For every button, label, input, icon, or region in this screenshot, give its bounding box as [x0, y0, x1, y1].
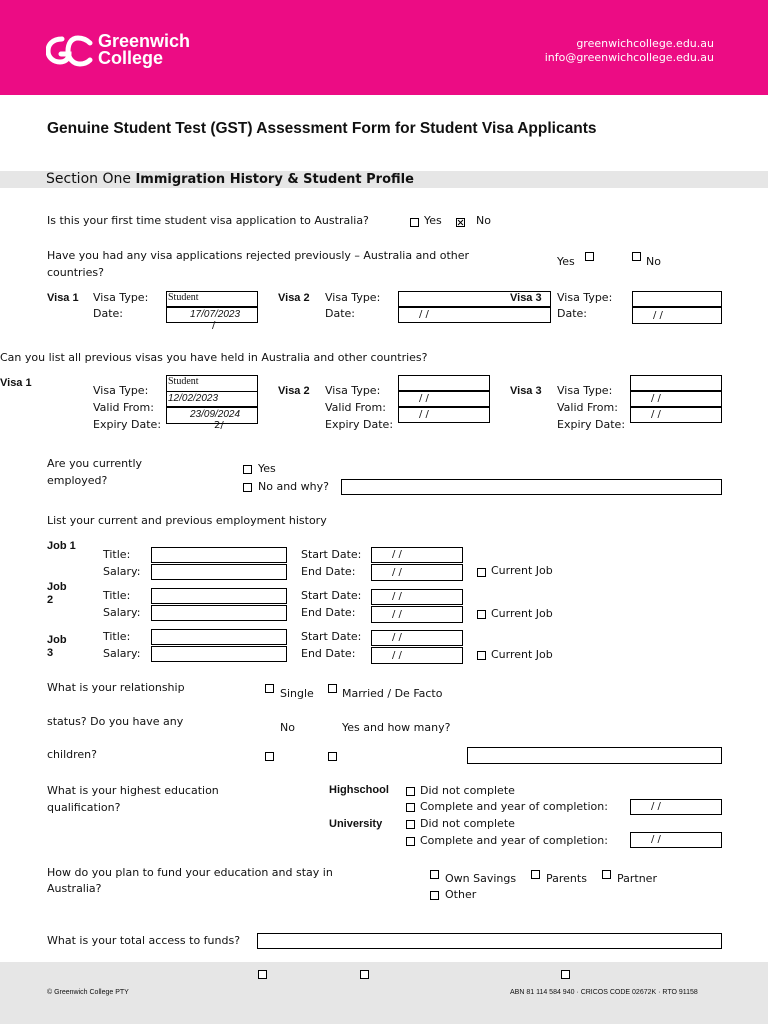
held-visa3-type-field[interactable]: [630, 375, 722, 391]
page-footer: [0, 962, 768, 1024]
job2-end-label: End Date:: [301, 606, 356, 619]
job3-start-placeholder: / /: [392, 632, 402, 643]
q2-no-checkbox[interactable]: [632, 252, 641, 261]
job3-label-b: 3: [47, 647, 54, 659]
job1-start-label: Start Date:: [301, 548, 362, 561]
rejected-visa2-date-placeholder: / /: [419, 309, 429, 320]
relationship-line1: What is your relationship: [47, 681, 185, 694]
held-visa2-type-field[interactable]: [398, 375, 490, 391]
job3-current-checkbox[interactable]: [477, 651, 486, 660]
rejected-visa3-date-placeholder: / /: [653, 310, 663, 321]
held-visa1-type-label: Visa Type:: [93, 384, 149, 397]
section-name: Immigration History & Student Profile: [135, 172, 414, 187]
q2-question-line2: countries?: [47, 266, 104, 279]
held-visa2-expiry-placeholder: / /: [419, 409, 429, 420]
job3-end-placeholder: / /: [392, 650, 402, 661]
children-yes-checkbox[interactable]: [328, 752, 337, 761]
job3-current-label: Current Job: [491, 648, 553, 661]
university-year-field[interactable]: [630, 832, 722, 848]
held-visa3-valid-placeholder: / /: [651, 393, 661, 404]
held-visa2-valid-placeholder: / /: [419, 393, 429, 404]
job1-start-placeholder: / /: [392, 549, 402, 560]
held-visa1-type-field[interactable]: [166, 375, 258, 392]
job3-end-label: End Date:: [301, 647, 356, 660]
job3-start-label: Start Date:: [301, 630, 362, 643]
married-checkbox[interactable]: [328, 684, 337, 693]
employed-why-field[interactable]: [341, 479, 722, 495]
single-checkbox[interactable]: [265, 684, 274, 693]
page-header: [0, 0, 768, 95]
employed-yes-checkbox[interactable]: [243, 465, 252, 474]
rejected-visa3-type-label: Visa Type:: [557, 291, 613, 304]
held-visa1-expiry-field[interactable]: [166, 407, 258, 424]
job2-current-label: Current Job: [491, 607, 553, 620]
job2-start-placeholder: / /: [392, 591, 402, 602]
university-complete-label: Complete and year of completion:: [420, 834, 608, 847]
job2-current-checkbox[interactable]: [477, 610, 486, 619]
held-visa3-valid-field[interactable]: [630, 391, 722, 407]
university-not-complete-label: Did not complete: [420, 817, 515, 830]
job1-current-checkbox[interactable]: [477, 568, 486, 577]
footer-checkbox-3[interactable]: [561, 970, 570, 979]
q3-question: Can you list all previous visas you have held in Australia and other countries?: [0, 351, 428, 364]
q2-yes-label: Yes: [557, 255, 575, 268]
q2-no-label: No: [646, 255, 661, 268]
rejected-visa3-type-field[interactable]: [632, 291, 722, 307]
funds-field[interactable]: [257, 933, 722, 949]
relationship-line2: status? Do you have any: [47, 715, 184, 728]
section-prefix: Section One: [46, 171, 131, 187]
footer-registration: ABN 81 114 584 940 · CRICOS CODE 02672K · RTO 91158: [510, 989, 698, 996]
job3-salary-label: Salary:: [103, 647, 141, 660]
education-line1: What is your highest education: [47, 784, 219, 797]
relationship-line3: children?: [47, 748, 97, 761]
funds-question: What is your total access to funds?: [47, 934, 241, 947]
job3-title-label: Title:: [103, 630, 131, 643]
education-line2: qualification?: [47, 801, 121, 814]
job3-start-field[interactable]: [371, 630, 463, 646]
children-count-field[interactable]: [467, 747, 722, 764]
logo-text-line2: College: [98, 48, 164, 68]
employed-yes-label: Yes: [258, 462, 276, 475]
footer-copyright: © Greenwich College PTY: [47, 989, 129, 996]
job2-salary-field[interactable]: [151, 605, 287, 621]
q1-yes-label: Yes: [424, 214, 442, 227]
held-visa2-expiry-label: Expiry Date:: [325, 418, 394, 431]
highschool-year-field[interactable]: [630, 799, 722, 815]
greenwich-college-logo: [46, 33, 226, 73]
highschool-not-complete-label: Did not complete: [420, 784, 515, 797]
q1-yes-checkbox[interactable]: [410, 218, 419, 227]
website-link[interactable]: greenwichcollege.edu.au: [576, 37, 714, 50]
q1-no-label: No: [476, 214, 491, 227]
held-visa2-expiry-field[interactable]: [398, 407, 490, 423]
university-year-placeholder: / /: [651, 834, 661, 845]
logo-mark-icon: [46, 33, 96, 73]
q2-yes-checkbox[interactable]: [585, 252, 594, 261]
stray-slash-2: 2/: [214, 420, 224, 431]
job1-current-label: Current Job: [491, 564, 553, 577]
form-title: Genuine Student Test (GST) Assessment Form for Student Visa Applicants: [47, 120, 597, 137]
email-link[interactable]: info@greenwichcollege.edu.au: [544, 51, 714, 64]
rejected-visa1-label: Visa 1: [47, 292, 79, 304]
held-visa2-type-label: Visa Type:: [325, 384, 381, 397]
held-visa2-valid-label: Valid From:: [325, 401, 386, 414]
job2-title-label: Title:: [103, 589, 131, 602]
employment-heading: List your current and previous employment history: [47, 514, 327, 527]
job1-salary-field[interactable]: [151, 564, 287, 580]
job1-end-placeholder: / /: [392, 567, 402, 578]
job3-label-a: Job: [47, 634, 67, 646]
parents-checkbox[interactable]: [531, 870, 540, 879]
job2-start-field[interactable]: [371, 589, 463, 605]
highschool-complete-checkbox[interactable]: [406, 803, 415, 812]
job3-title-field[interactable]: [151, 629, 287, 645]
job1-end-field[interactable]: [371, 564, 463, 581]
rejected-visa2-date-field[interactable]: [398, 307, 551, 323]
highschool-year-placeholder: / /: [651, 801, 661, 812]
held-visa1-valid-label: Valid From:: [93, 401, 154, 414]
employed-line1: Are you currently: [47, 457, 143, 470]
section-header: [0, 171, 768, 188]
own-savings-label: Own Savings: [445, 872, 517, 885]
held-visa3-valid-label: Valid From:: [557, 401, 618, 414]
job1-salary-label: Salary:: [103, 565, 141, 578]
job1-label: Job 1: [47, 540, 76, 552]
rejected-visa2-type-label: Visa Type:: [325, 291, 381, 304]
held-visa3-expiry-placeholder: / /: [651, 409, 661, 420]
rejected-visa1-type-label: Visa Type:: [93, 291, 149, 304]
held-visa3-type-label: Visa Type:: [557, 384, 613, 397]
q2-question-line1: Have you had any visa applications rejected previously – Australia and other: [47, 249, 470, 262]
job3-salary-field[interactable]: [151, 646, 287, 662]
highschool-complete-label: Complete and year of completion:: [420, 800, 608, 813]
single-label: Single: [280, 687, 314, 700]
rejected-visa3-date-field[interactable]: [632, 307, 722, 324]
rejected-visa2-date-label: Date:: [325, 307, 355, 320]
job3-end-field[interactable]: [371, 647, 463, 664]
job2-title-field[interactable]: [151, 588, 287, 604]
job2-label-a: Job: [47, 581, 67, 593]
university-complete-checkbox[interactable]: [406, 837, 415, 846]
rejected-visa1-type-field[interactable]: [166, 291, 258, 307]
funding-line2: Australia?: [47, 882, 102, 895]
rejected-visa1-date-label: Date:: [93, 307, 123, 320]
held-visa2-valid-field[interactable]: [398, 391, 490, 407]
stray-slash: /: [212, 320, 216, 331]
logo-text-line1: Greenwich: [98, 31, 191, 51]
job2-end-field[interactable]: [371, 606, 463, 623]
university-label: University: [329, 818, 383, 830]
held-visa1-label: Visa 1: [0, 377, 32, 389]
own-savings-checkbox[interactable]: [430, 870, 439, 879]
parents-label: Parents: [546, 872, 587, 885]
children-no-label: No: [280, 721, 295, 734]
held-visa3-expiry-label: Expiry Date:: [557, 418, 626, 431]
job2-end-placeholder: / /: [392, 609, 402, 620]
q1-no-checkbox[interactable]: [456, 218, 465, 227]
held-visa3-expiry-field[interactable]: [630, 407, 722, 423]
employed-no-label: No and why?: [258, 480, 329, 493]
job2-start-label: Start Date:: [301, 589, 362, 602]
job1-title-field[interactable]: [151, 547, 287, 563]
children-no-checkbox[interactable]: [265, 752, 274, 761]
job2-salary-label: Salary:: [103, 606, 141, 619]
rejected-visa3-date-label: Date:: [557, 307, 587, 320]
job1-start-field[interactable]: [371, 547, 463, 563]
other-checkbox[interactable]: [430, 891, 439, 900]
other-label: Other: [445, 888, 477, 901]
held-visa1-expiry-label: Expiry Date:: [93, 418, 162, 431]
married-label: Married / De Facto: [342, 687, 443, 700]
footer-checkbox-2[interactable]: [360, 970, 369, 979]
partner-label: Partner: [617, 872, 657, 885]
rejected-visa2-label: Visa 2: [278, 292, 310, 304]
job2-label-b: 2: [47, 594, 54, 606]
rejected-visa1-type-value: Student: [168, 292, 199, 303]
held-visa1-valid-field[interactable]: [166, 391, 258, 407]
partner-checkbox[interactable]: [602, 870, 611, 879]
held-visa1-valid-value: 12/02/2023: [168, 393, 219, 404]
q1-question: Is this your first time student visa application to Australia?: [47, 214, 369, 227]
highschool-not-complete-checkbox[interactable]: [406, 787, 415, 796]
contact-info: [545, 37, 714, 65]
held-visa1-type-value: Student: [168, 376, 199, 387]
highschool-label: Highschool: [329, 784, 389, 796]
footer-checkbox-1[interactable]: [258, 970, 267, 979]
employed-no-checkbox[interactable]: [243, 483, 252, 492]
rejected-visa3-label: Visa 3: [510, 292, 542, 304]
funding-line1: How do you plan to fund your education and stay in: [47, 866, 333, 879]
held-visa2-label: Visa 2: [278, 385, 310, 397]
job1-end-label: End Date:: [301, 565, 356, 578]
held-visa1-expiry-value: 23/09/2024: [190, 409, 241, 420]
rejected-visa1-date-value: 17/07/2023: [190, 309, 241, 320]
job1-title-label: Title:: [103, 548, 131, 561]
children-yes-label: Yes and how many?: [342, 721, 451, 734]
held-visa3-label: Visa 3: [510, 385, 542, 397]
employed-line2: employed?: [47, 474, 108, 487]
university-not-complete-checkbox[interactable]: [406, 820, 415, 829]
